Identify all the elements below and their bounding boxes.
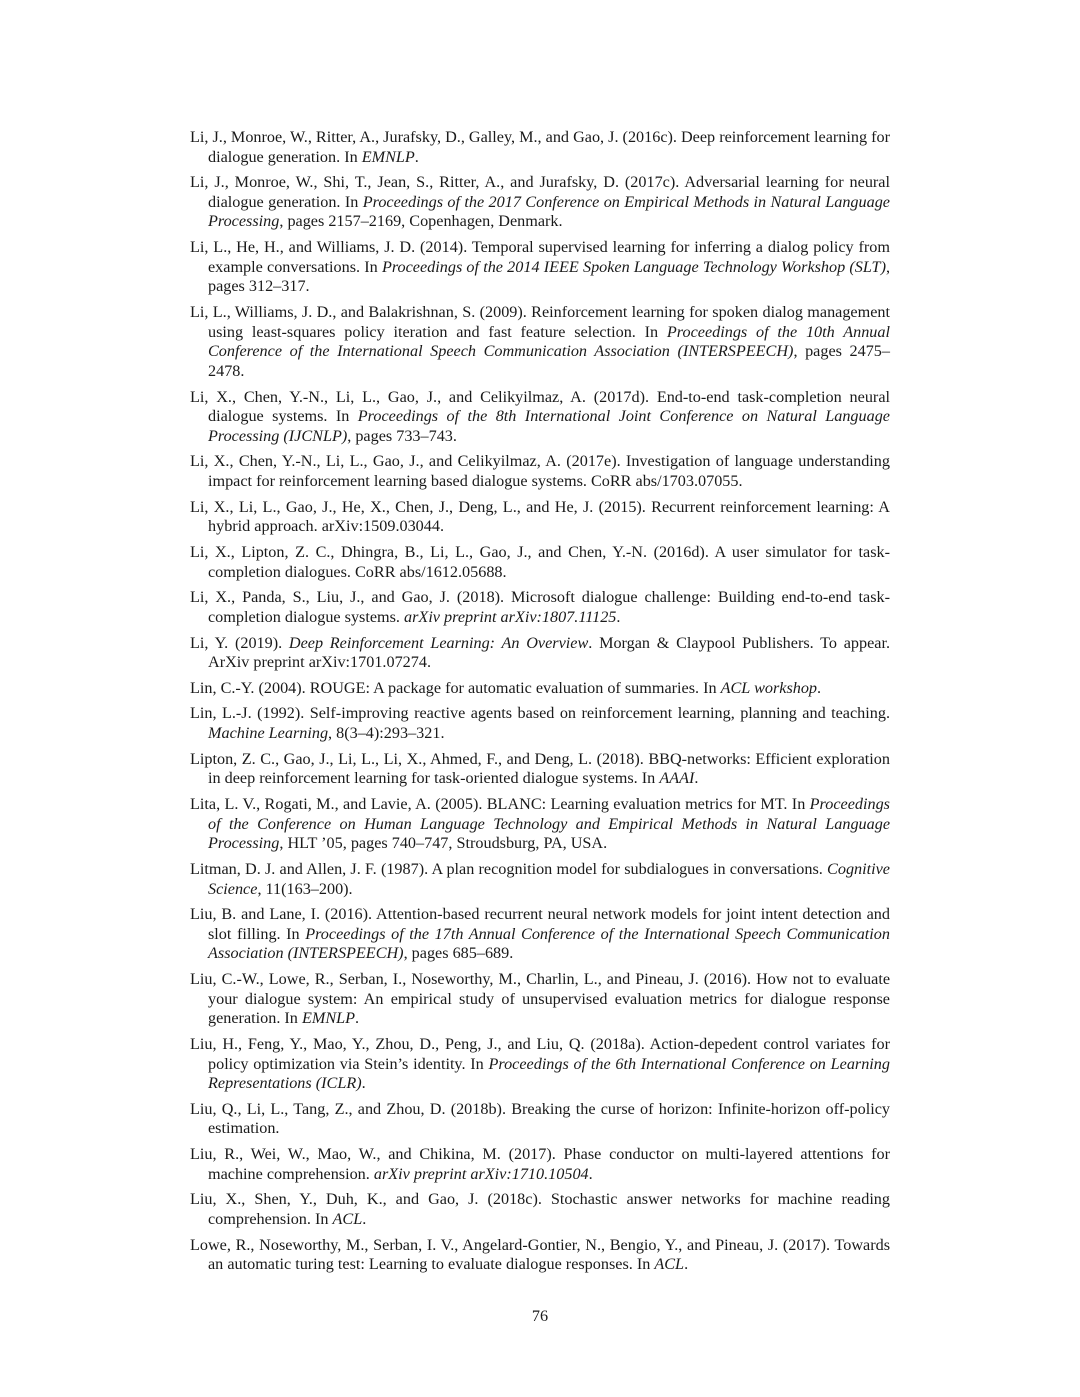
reference-venue-italic: ACL workshop (720, 678, 818, 697)
reference-entry (190, 128, 890, 167)
reference-text: Lin, C.-Y. (2004). ROUGE: A package for automatic evaluation of summaries. In (190, 678, 721, 697)
reference-entry (190, 704, 890, 743)
reference-text: , pages 312–317. (208, 257, 891, 296)
reference-text: Liu, R., Wei, W., Mao, W., and Chikina, M. (2017). Phase conductor on multi-layered attentions for machine comprehension. (190, 1145, 890, 1183)
reference-text: Li, L., Williams, J. D., and Balakrishnan, S. (2009). Reinforcement learning for spoken dialog management using least-squares policy iteration and fast feature selection. In (190, 303, 890, 341)
reference-text: Lin, L.-J. (1992). Self-improving reactive agents based on reinforcement learning, planning and teaching. (190, 704, 890, 723)
reference-venue-italic: Deep Reinforcement Learning: An Overview (288, 633, 589, 652)
reference-text: Lipton, Z. C., Gao, J., Li, L., Li, X., Ahmed, F., and Deng, L. (2018). BBQ-networks: Efficient exploration in deep reinforcement learning for task-oriented dialogue systems. In (190, 749, 890, 788)
reference-entry (190, 173, 890, 232)
reference-text: Li, X., Chen, Y.-N., Li, L., Gao, J., and Celikyilmaz, A. (2017d). End-to-end task-completion neural dialogue systems. In (190, 387, 890, 426)
reference-text: Liu, B. and Lane, I. (2016). Attention-based recurrent neural network models for joint intent detection and slot filling. In (190, 905, 890, 943)
reference-venue-italic: Proceedings of the Conference on Human Language Technology and Empirical Methods in Natural Language Processing (208, 795, 890, 853)
reference-text: Li, J., Monroe, W., Shi, T., Jean, S., Ritter, A., and Jurafsky, D. (2017c). Adversarial learning for neural dialogue generation. In (190, 173, 890, 211)
reference-entry (190, 860, 890, 899)
reference-text: , pages 2157–2169, Copenhagen, Denmark. (279, 212, 563, 231)
reference-venue-italic: AAAI (659, 769, 695, 788)
reference-entry (190, 588, 890, 627)
reference-text: . (355, 1009, 360, 1028)
reference-venue-italic: arXiv preprint arXiv:1807.11125 (404, 607, 617, 626)
reference-text: , pages 733–743. (347, 426, 457, 445)
reference-venue-italic: Proceedings of the 8th International Joint Conference on Natural Language Processing (IJCNLP) (208, 407, 890, 445)
reference-text: Liu, Q., Li, L., Tang, Z., and Zhou, D. (2018b). Breaking the curse of horizon: Infinite-horizon off-policy estimation. (190, 1099, 890, 1138)
reference-text: Li, X., Panda, S., Liu, J., and Gao, J. (2018). Microsoft dialogue challenge: Building end-to-end task-completion dialogue systems. (190, 588, 890, 626)
reference-text: Li, L., He, H., and Williams, J. D. (2014). Temporal supervised learning for inferring a dialog policy from example conversations. In (190, 238, 890, 276)
reference-venue-italic: Proceedings of the 6th International Conference on Learning Representations (ICLR) (208, 1054, 890, 1093)
reference-text: Liu, X., Shen, Y., Duh, K., and Gao, J. (2018c). Stochastic answer networks for machine reading comprehension. In (190, 1190, 890, 1228)
reference-entry (190, 452, 890, 491)
reference-text: Li, X., Lipton, Z. C., Dhingra, B., Li, L., Gao, J., and Chen, Y.-N. (2016d). A user simulator for task-completion dialogues. CoRR abs/1612.05688. (190, 542, 890, 581)
reference-text: Li, X., Li, L., Gao, J., He, X., Chen, J., Deng, L., and He, J. (2015). Recurrent reinforcement learning: A hybrid approach. arXiv:1509.03044. (190, 497, 890, 536)
reference-venue-italic: Cognitive Science (208, 859, 890, 898)
reference-entry (190, 750, 890, 789)
reference-venue-italic: Proceedings of the 2017 Conference on Empirical Methods in Natural Language Processing (208, 192, 890, 231)
reference-text: Litman, D. J. and Allen, J. F. (1987). A plan recognition model for subdialogues in conversations. (190, 859, 828, 878)
reference-text: . Morgan & Claypool Publishers. To appear. ArXiv preprint arXiv:1701.07274. (208, 633, 891, 672)
reference-text: . (414, 147, 419, 166)
reference-venue-italic: Proceedings of the 17th Annual Conference of the International Speech Communication Association (INTERSPEECH) (208, 924, 890, 963)
reference-venue-italic: arXiv preprint arXiv:1710.10504 (373, 1164, 589, 1183)
reference-entry (190, 498, 890, 537)
reference-text: , pages 685–689. (403, 944, 514, 963)
reference-venue-italic: ACL (654, 1255, 685, 1274)
reference-entry (190, 1100, 890, 1139)
reference-text: . (684, 1255, 689, 1274)
reference-entry (190, 634, 890, 673)
reference-venue-italic: ACL (332, 1209, 363, 1228)
reference-text: . (588, 1164, 593, 1183)
reference-text: Li, Y. (2019). (190, 633, 289, 652)
reference-text: Lita, L. V., Rogati, M., and Lavie, A. (2005). BLANC: Learning evaluation metrics for MT. In (190, 795, 810, 814)
reference-venue-italic: EMNLP (361, 147, 415, 166)
reference-list (190, 128, 890, 1281)
reference-text: , pages 2475–2478. (208, 342, 890, 380)
reference-entry (190, 543, 890, 582)
reference-text: . (616, 607, 621, 626)
reference-text: , 11(163–200). (257, 879, 353, 898)
reference-entry (190, 1236, 890, 1275)
reference-entry (190, 1190, 890, 1229)
reference-entry (190, 679, 890, 699)
reference-text: Liu, H., Feng, Y., Mao, Y., Zhou, D., Peng, J., and Liu, Q. (2018a). Action-depedent control variates for policy optimization via Stein’s identity. In (190, 1034, 890, 1073)
reference-text: Lowe, R., Noseworthy, M., Serban, I. V., Angelard-Gontier, N., Bengio, Y., and Pineau, J. (2017). Towards an automatic turing test: Learning to evaluate dialogue responses. In (190, 1235, 890, 1274)
reference-venue-italic: Machine Learning (208, 724, 329, 743)
reference-entry (190, 1145, 890, 1184)
reference-entry (190, 970, 890, 1029)
reference-entry (190, 303, 890, 381)
reference-venue-italic: EMNLP (301, 1009, 356, 1028)
reference-text: Liu, C.-W., Lowe, R., Serban, I., Noseworthy, M., Charlin, L., and Pineau, J. (2016). How not to evaluate your dialogue system: An empirical study of unsupervised evaluation metrics for dialogue response generation. In (190, 970, 890, 1028)
reference-entry (190, 905, 890, 964)
reference-text: . (362, 1209, 367, 1228)
reference-text: . (361, 1074, 366, 1093)
reference-text: Li, X., Chen, Y.-N., Li, L., Gao, J., and Celikyilmaz, A. (2017e). Investigation of language understanding impact for reinforcement learning based dialogue systems. CoRR abs/1703.07055. (190, 452, 890, 490)
reference-entry (190, 388, 890, 447)
page-number: 76 (531, 1307, 549, 1325)
reference-text: . (694, 769, 699, 788)
reference-entry (190, 238, 890, 297)
reference-venue-italic: Proceedings of the 10th Annual Conference of the International Speech Communication Association (INTERSPEECH) (208, 322, 890, 361)
reference-text: . (817, 678, 822, 697)
reference-entry (190, 795, 890, 854)
reference-text: , 8(3–4):293–321. (328, 724, 445, 743)
reference-entry (190, 1035, 890, 1094)
reference-text: Li, J., Monroe, W., Ritter, A., Jurafsky, D., Galley, M., and Gao, J. (2016c). Deep reinforcement learning for dialogue generation. In (190, 128, 890, 166)
reference-text: , HLT ’05, pages 740–747, Stroudsburg, PA, USA. (279, 834, 608, 853)
reference-venue-italic: Proceedings of the 2014 IEEE Spoken Language Technology Workshop (SLT) (381, 257, 886, 276)
